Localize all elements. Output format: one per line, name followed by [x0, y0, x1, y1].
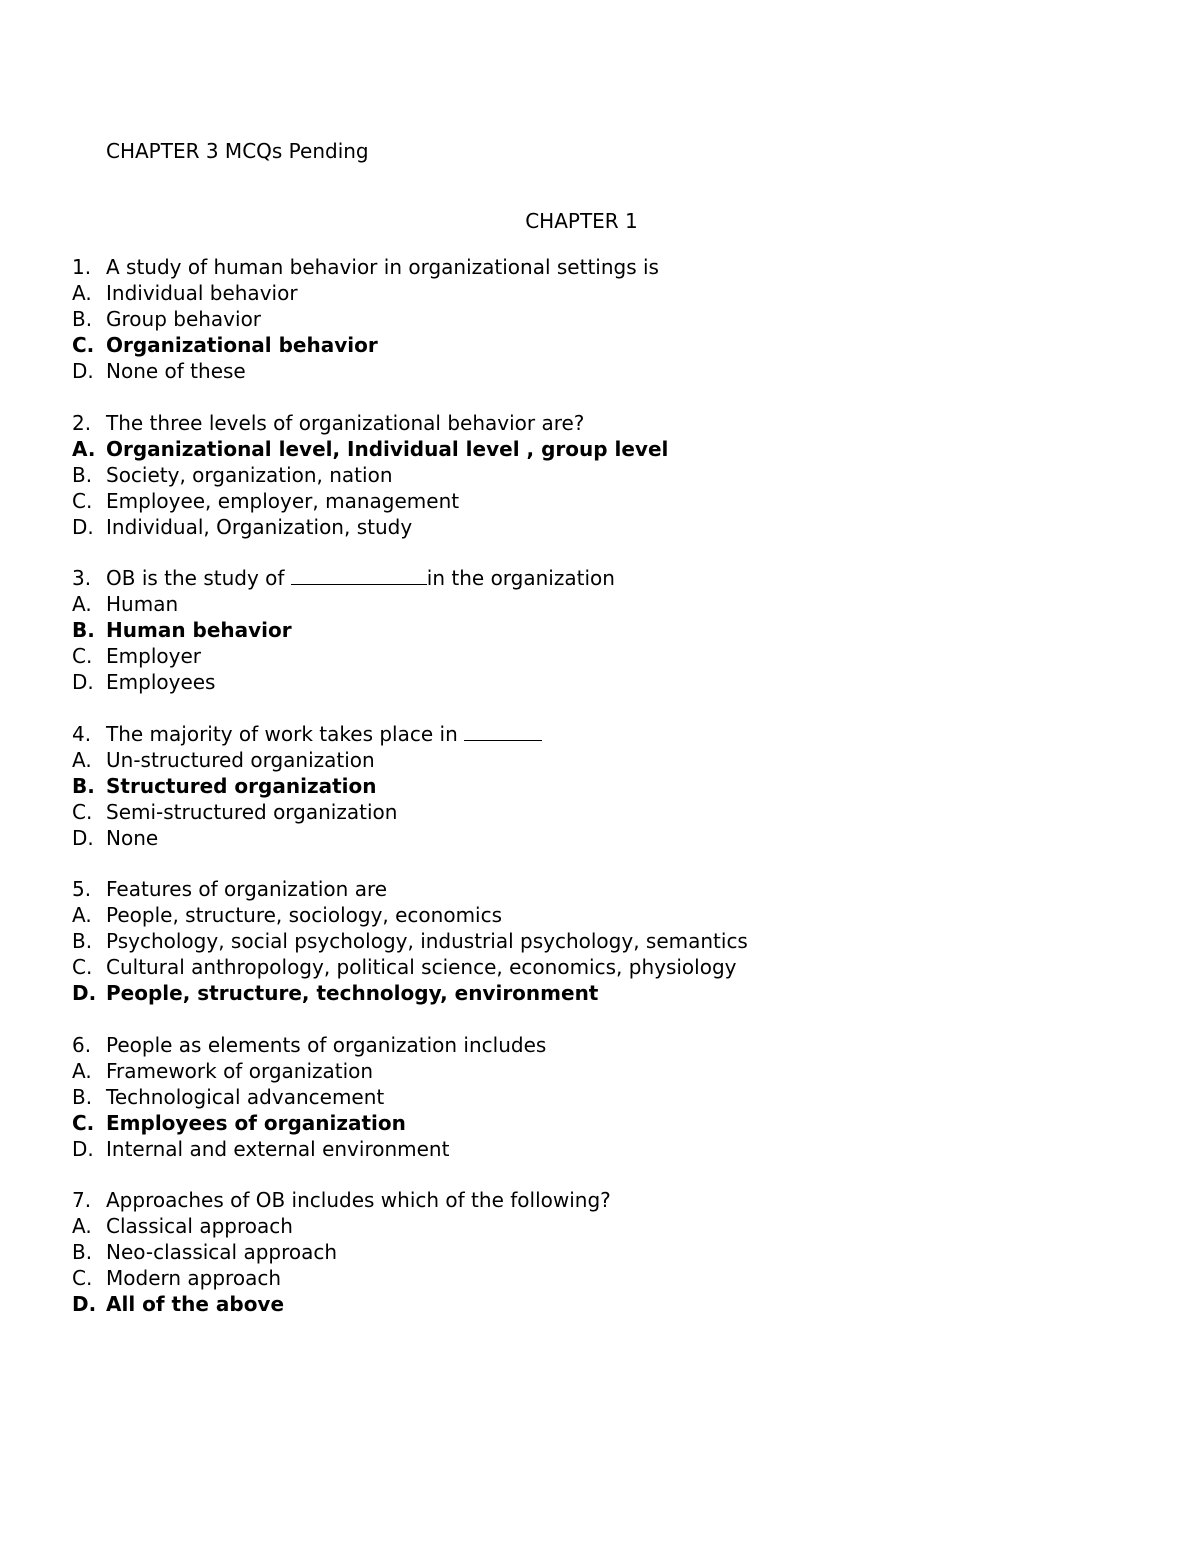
question-text-before: OB is the study of: [106, 566, 291, 590]
option-a: [72, 591, 1132, 617]
question-number: 3.: [72, 566, 92, 590]
option-text: Employer: [106, 644, 201, 668]
option-b: [72, 928, 1132, 954]
option-b: [72, 462, 1132, 488]
question-text: Features of organization are: [106, 877, 388, 901]
option-text: Neo-classical approach: [106, 1240, 338, 1264]
option-text: None: [106, 825, 159, 850]
option-text: Society, organization, nation: [106, 462, 393, 487]
question-stem: [72, 721, 1132, 747]
option-c: [72, 1265, 1132, 1291]
option-c: [72, 488, 1132, 514]
question-7: [72, 1187, 1132, 1317]
option-d: [72, 825, 1132, 851]
option-text: Technological advancement: [106, 1084, 385, 1109]
question-6: [72, 1032, 1132, 1162]
option-b-correct-answer: [72, 617, 1132, 643]
option-text: Organizational behavior: [106, 333, 378, 357]
option-letter: A.: [72, 903, 92, 927]
option-letter: D.: [72, 825, 94, 850]
option-letter: A.: [72, 747, 92, 772]
option-c: [72, 643, 1132, 669]
question-list: [72, 254, 1132, 1343]
option-text: All of the above: [106, 1292, 285, 1316]
option-c-correct-answer: [72, 332, 1132, 358]
question-2: [72, 410, 1132, 540]
option-letter: B.: [72, 462, 93, 487]
question-stem: [72, 565, 1132, 591]
option-letter: B.: [72, 773, 95, 798]
question-stem: [72, 254, 1132, 280]
question-stem: [72, 876, 1132, 902]
answer-blank: [291, 566, 427, 585]
option-text: Internal and external environment: [106, 1136, 450, 1161]
option-text: Cultural anthropology, political science, economics, physiology: [106, 955, 737, 979]
option-c: [72, 954, 1132, 980]
option-letter: D.: [72, 359, 94, 383]
option-text: Individual, Organization, study: [106, 514, 413, 539]
option-letter: C.: [72, 333, 95, 357]
option-letter: C.: [72, 1266, 93, 1290]
question-number: 5.: [72, 877, 92, 901]
question-number: 2.: [72, 410, 92, 435]
option-letter: C.: [72, 955, 93, 979]
option-c-correct-answer: [72, 1110, 1132, 1136]
option-letter: A.: [72, 1058, 92, 1083]
chapter-title: CHAPTER 1: [525, 209, 638, 233]
option-c: [72, 799, 1132, 825]
question-4: [72, 721, 1132, 851]
question-number: 7.: [72, 1188, 92, 1212]
option-text: Semi-structured organization: [106, 799, 398, 824]
question-stem: [72, 1187, 1132, 1213]
option-letter: B.: [72, 618, 95, 642]
question-number: 6.: [72, 1032, 92, 1057]
question-text: [106, 565, 615, 591]
option-a: [72, 902, 1132, 928]
question-1: [72, 254, 1132, 384]
question-text: People as elements of organization includes: [106, 1032, 547, 1057]
option-letter: B.: [72, 307, 93, 331]
option-letter: D.: [72, 1136, 94, 1161]
option-letter: D.: [72, 514, 94, 539]
option-text: Employee, employer, management: [106, 488, 460, 513]
option-text: Framework of organization: [106, 1058, 374, 1083]
option-text: Human: [106, 592, 179, 616]
option-letter: A.: [72, 436, 96, 461]
option-b: [72, 1239, 1132, 1265]
option-letter: B.: [72, 1084, 93, 1109]
question-stem: [72, 1032, 1132, 1058]
option-text: Structured organization: [106, 773, 377, 798]
option-letter: D.: [72, 670, 94, 694]
option-letter: A.: [72, 592, 92, 616]
option-d: [72, 1136, 1132, 1162]
option-d: [72, 514, 1132, 540]
document-header: CHAPTER 3 MCQs Pending: [106, 139, 369, 163]
option-d-correct-answer: [72, 1291, 1132, 1317]
option-text: Un-structured organization: [106, 747, 375, 772]
question-3: [72, 565, 1132, 695]
option-d: [72, 669, 1132, 695]
option-text: Employees of organization: [106, 1110, 406, 1135]
option-a: [72, 280, 1132, 306]
option-b-correct-answer: [72, 773, 1132, 799]
question-text: A study of human behavior in organizational settings is: [106, 255, 659, 279]
option-letter: B.: [72, 1240, 93, 1264]
option-d-correct-answer: [72, 980, 1132, 1006]
option-text: Human behavior: [106, 618, 292, 642]
option-text: Employees: [106, 670, 216, 694]
option-text: People, structure, sociology, economics: [106, 903, 503, 927]
option-text: None of these: [106, 359, 246, 383]
question-text-before: The majority of work takes place in: [106, 721, 465, 746]
option-text: People, structure, technology, environment: [106, 981, 599, 1005]
option-letter: C.: [72, 488, 93, 513]
option-letter: C.: [72, 644, 93, 668]
question-5: [72, 876, 1132, 1006]
answer-blank: [464, 722, 542, 741]
option-b: [72, 1084, 1132, 1110]
option-letter: A.: [72, 281, 92, 305]
option-text: Organizational level, Individual level , group level: [106, 436, 669, 461]
option-a: [72, 747, 1132, 773]
option-letter: A.: [72, 1214, 92, 1238]
option-a: [72, 1213, 1132, 1239]
question-text: Approaches of OB includes which of the following?: [106, 1188, 611, 1212]
question-stem: [72, 410, 1132, 436]
option-text: Individual behavior: [106, 281, 298, 305]
option-letter: D.: [72, 981, 97, 1005]
option-text: Classical approach: [106, 1214, 293, 1238]
option-letter: D.: [72, 1292, 97, 1316]
option-d: [72, 358, 1132, 384]
question-number: 4.: [72, 721, 92, 746]
option-text: Group behavior: [106, 307, 262, 331]
option-letter: C.: [72, 799, 93, 824]
option-a-correct-answer: [72, 436, 1132, 462]
option-letter: C.: [72, 1110, 95, 1135]
option-b: [72, 306, 1132, 332]
option-text: Psychology, social psychology, industrial psychology, semantics: [106, 929, 748, 953]
option-text: Modern approach: [106, 1266, 281, 1290]
option-a: [72, 1058, 1132, 1084]
option-letter: B.: [72, 929, 93, 953]
question-text-after: in the organization: [426, 566, 615, 590]
question-text: [106, 721, 542, 747]
question-text: The three levels of organizational behavior are?: [106, 410, 585, 435]
question-number: 1.: [72, 255, 92, 279]
